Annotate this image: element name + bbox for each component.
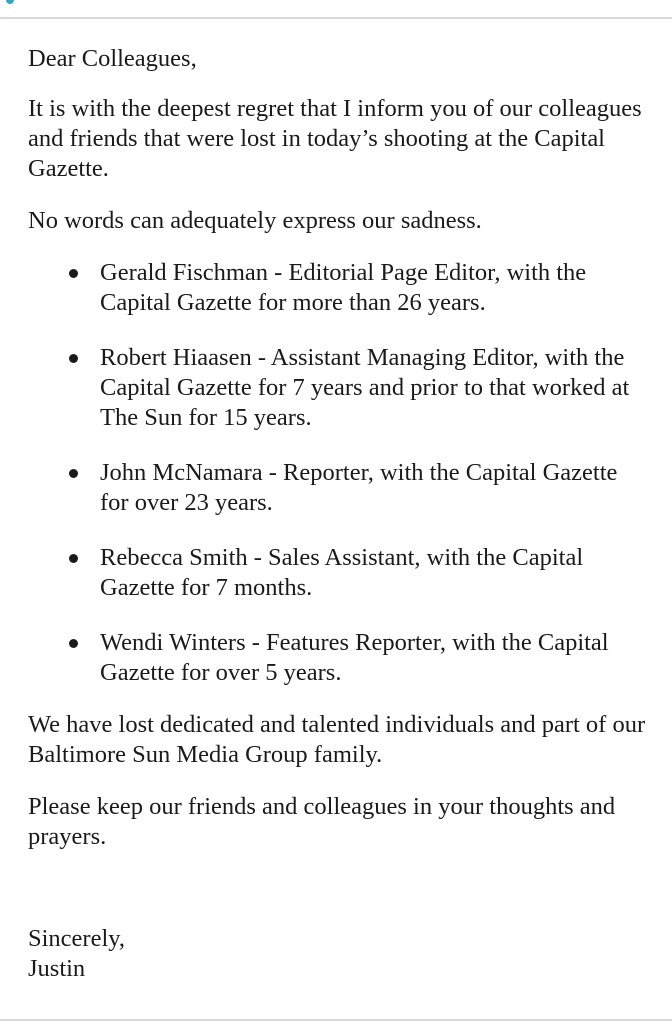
bullet-icon: [69, 269, 78, 278]
email-closing-paragraph: Please keep our friends and colleagues in your thoughts and prayers.: [28, 793, 616, 850]
victim-text: Rebecca Smith - Sales Assistant, with the Capital Gazette for 7 months.: [100, 544, 584, 601]
victim-text: John McNamara - Reporter, with the Capital Gazette for over 23 years.: [100, 459, 618, 516]
list-item: [28, 258, 648, 318]
victim-text: Robert Hiaasen - Assistant Managing Editor, with the Capital Gazette for 7 years and prior to that worked at The Sun for 15 years.: [100, 344, 630, 431]
email-intro-paragraph: It is with the deepest regret that I inform you of our colleagues and friends that were lost in today’s shooting at the Capital Gazette.: [28, 95, 642, 182]
bullet-icon: [69, 639, 78, 648]
email-sadness-paragraph: No words can adequately express our sadness.: [28, 207, 482, 234]
list-item: [28, 543, 648, 603]
email-body: [28, 44, 648, 1006]
victim-text: Gerald Fischman - Editorial Page Editor, with the Capital Gazette for more than 26 years.: [100, 259, 587, 316]
list-item: [28, 343, 648, 433]
victim-text: Wendi Winters - Features Reporter, with the Capital Gazette for over 5 years.: [100, 629, 609, 686]
header-accent-mark: [6, 0, 14, 4]
email-lost-paragraph: We have lost dedicated and talented individuals and part of our Baltimore Sun Media Group family.: [28, 711, 646, 768]
bullet-icon: [69, 554, 78, 563]
list-item: [28, 628, 648, 688]
victims-list: [28, 258, 648, 688]
bullet-icon: [69, 469, 78, 478]
footer-divider: [0, 1019, 672, 1021]
bullet-icon: [69, 354, 78, 363]
email-signoff: Sincerely,: [28, 925, 126, 952]
email-signature: Justin: [28, 955, 86, 982]
email-greeting: Dear Colleagues,: [28, 45, 197, 72]
header-divider: [0, 17, 672, 19]
list-item: [28, 458, 648, 518]
